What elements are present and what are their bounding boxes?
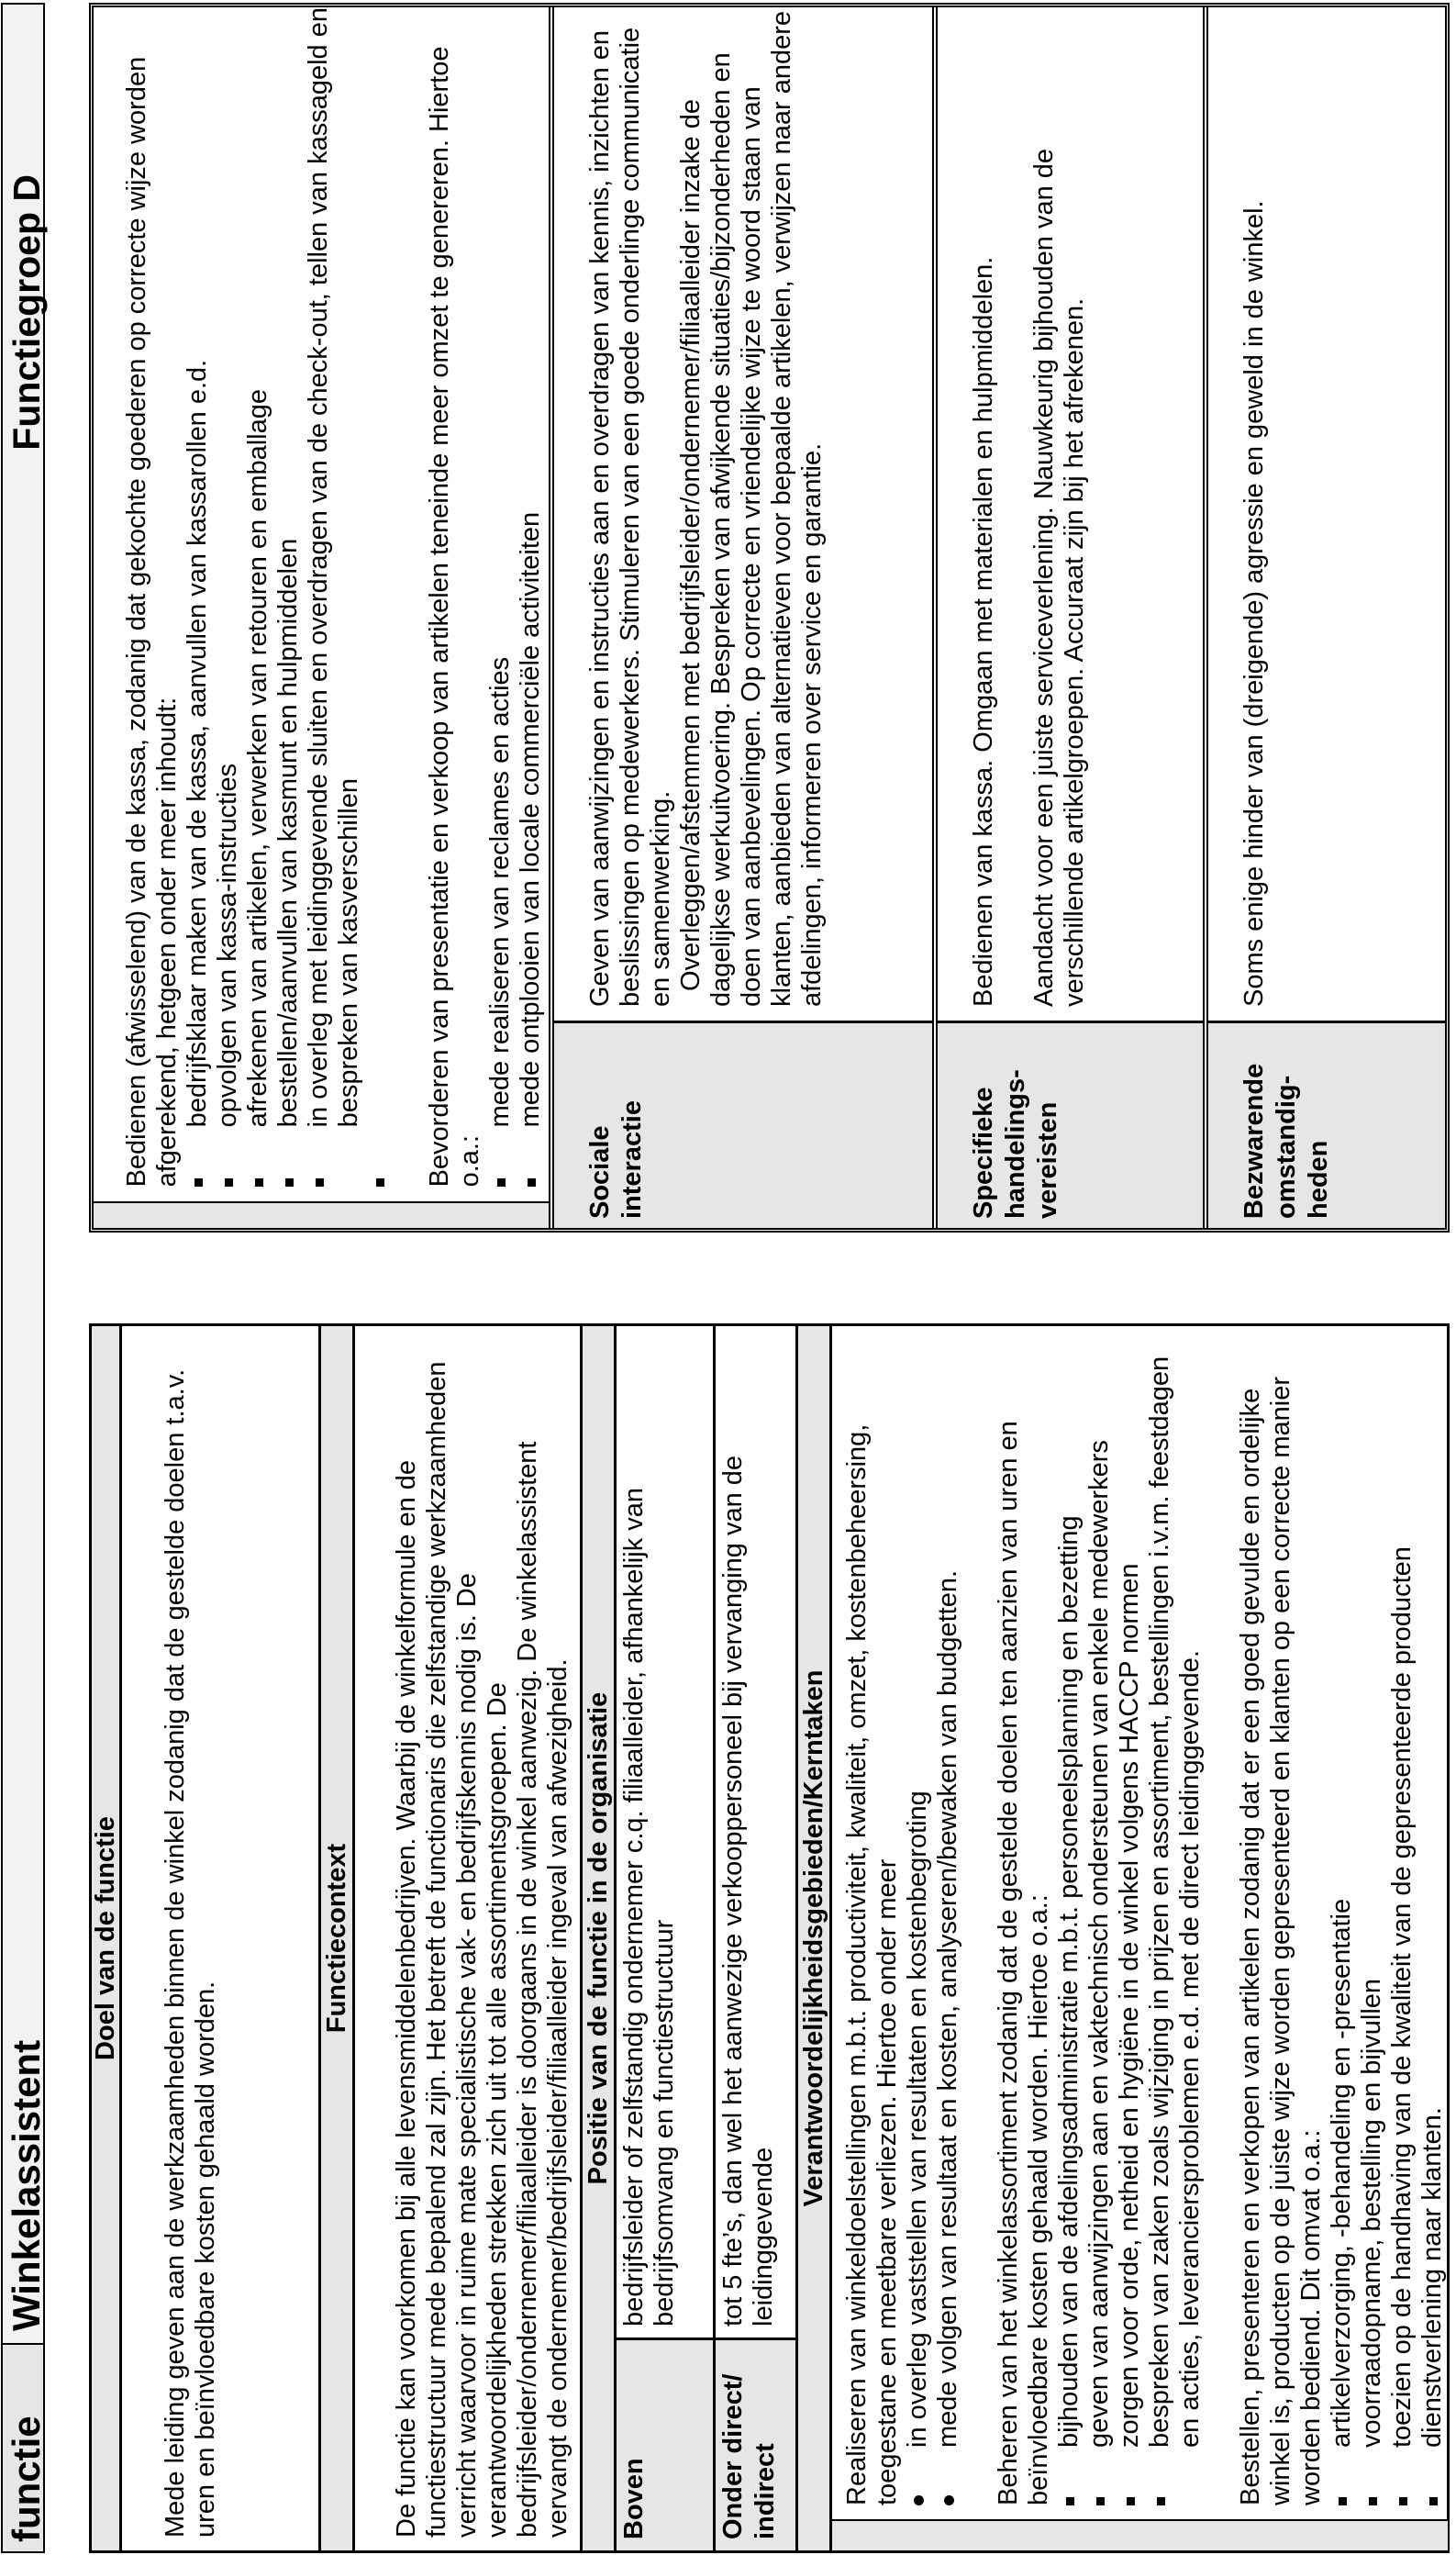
doel-text-line: Mede leiding geven aan de werkzaamheden binnen de winkel zodanig dat de gestelde doelen t.a.v. — [161, 1368, 190, 2538]
row-label-cell — [938, 1021, 1203, 1228]
row-text-line: Aandacht voor een juiste serviceverlening. Nauwkeurig bijhouden van de — [1029, 148, 1059, 1007]
bullet-item — [1357, 1326, 1387, 2505]
bullet-text: in overleg met leidinggevende sluiten en overdragen van de check-out, tellen van kassageld en — [304, 7, 333, 1128]
square-bullet-icon — [1066, 2497, 1074, 2505]
square-bullet-icon — [225, 1178, 233, 1187]
row-text-line: verschillende artikelgroepen. Accuraat zijn bij het afrekenen. — [1060, 297, 1089, 1007]
row-text-line: Geven van aanwijzingen en instructies aan en overdragen van kennis, inzichten en — [585, 29, 615, 1007]
bullet-text: bijhouden van de afdelingsadministratie m.b.t. personeelsplanning en bezetting — [1054, 1515, 1084, 2448]
square-bullet-icon — [1399, 2497, 1407, 2505]
kerntaak-intro-line: Bestellen, presenteren en verkopen van artikelen zodanig dat er een goed gevulde en ordelijke — [1236, 1388, 1265, 2505]
row-label-cell — [1208, 1021, 1445, 1228]
row-label: Sociale — [585, 1125, 615, 1219]
bullet-continuation: bespreken van kasverschillen — [334, 777, 363, 1128]
kerntaken-list — [832, 1326, 1448, 2519]
section-heading-doel — [92, 1326, 122, 2550]
row-sociale-interactie — [554, 7, 938, 1228]
context-text-line: vervangt de ondernemer/bedrijfsleider/filiaalleider ingeval van afwezigheid. — [543, 1658, 572, 2538]
positie-text-line: leidinggevende — [749, 2147, 778, 2326]
verantwoordelijkheden-content — [832, 1326, 1448, 2550]
positie-text-line: bedrijfsomvang en functiestructuur — [650, 1919, 679, 2326]
square-bullet-icon — [285, 1178, 294, 1187]
doel-text-line: uren en beïnvloedbare kosten gehaald worden. — [191, 1980, 220, 2538]
section-heading-text: Verantwoordelijkheidsgebieden/Kerntaken — [799, 1669, 828, 2207]
context-text-line: verricht waarvoor in ruime mate specialistische vak- en bedrijfskennis nodig is. De — [452, 1573, 482, 2538]
positie-row-onder — [716, 1326, 798, 2550]
bullet-item — [485, 7, 516, 1187]
blank-line — [999, 7, 1029, 1007]
bullet-item — [183, 7, 213, 1187]
bullet-text: toezien op de handhaving van de kwaliteit van de gepresenteerde producten — [1387, 1546, 1417, 2448]
kerntaak-intro-line: Bevorderen van presentatie en verkoop van artikelen teneinde meer omzet te genereren. Hiertoe — [425, 46, 454, 1188]
positie-value-cell — [716, 1326, 795, 2337]
bullet-text: opvolgen van kassa-instructies — [213, 763, 242, 1128]
bullet-continuation: en acties, leveranciersproblemen e.d. met de direct leidinggevende. — [1175, 1650, 1205, 2448]
bullet-item — [1417, 1326, 1448, 2505]
bullet-text: voorraadopname, bestelling en bijvullen — [1357, 1978, 1386, 2448]
gray-margin-column — [94, 1201, 549, 1228]
bullet-text: zorgen voor orde, netheid en hygiëne in de winkel volgens HACCP normen — [1115, 1563, 1144, 2448]
function-title-cell — [3, 5, 48, 2343]
row-content-cell — [554, 7, 932, 1021]
square-bullet-icon — [1157, 2497, 1165, 2505]
positie-label: Onder direct/ — [718, 2373, 748, 2539]
function-label-cell — [3, 2343, 48, 2551]
square-bullet-icon — [1369, 2497, 1377, 2505]
row-label: Specifieke — [969, 1087, 998, 1219]
row-text-line: Soms enige hinder van (dreigende) agressie en geweld in de winkel. — [1239, 200, 1269, 1007]
kerntaken-continuation-content — [94, 7, 549, 1201]
square-bullet-icon — [497, 1178, 506, 1187]
bullet-text: afrekenen van artikelen, verwerken van retouren en emballage — [243, 388, 272, 1128]
bullet-text: geven van aanwijzingen aan en vaktechnisch ondersteunen van enkele medewerkers — [1084, 1440, 1114, 2448]
row-text-line: afdelingen, informeren over service en garantie. — [797, 442, 827, 1007]
blank-line — [395, 7, 425, 1187]
function-group: Functiegroep D — [6, 174, 48, 451]
kerntaak-intro-line: Realiseren van winkeldoelstellingen m.b.t. productiviteit, kwaliteit, omzet, kostenbeheersing, — [842, 1423, 872, 2505]
right-table — [89, 3, 1450, 1233]
bullet-item — [1145, 1326, 1175, 2505]
context-text-line: bedrijfsleider/ondernemer/filiaalleider is doorgaans in de winkel aanwezig. De winkelassistent — [513, 1441, 542, 2538]
kerntaak-intro-line: toegestane en meetbare verliezen. Hiertoe onder meer — [872, 1858, 902, 2505]
bullet-item — [273, 7, 304, 1187]
square-bullet-icon — [316, 1178, 324, 1187]
kerntaak-intro-line: o.a.: — [455, 1134, 484, 1188]
bullet-item — [903, 1326, 933, 2505]
kerntaak-intro-line: Beheren van het winkelassortiment zodanig dat de gestelde doelen ten aanzien van uren en — [994, 1421, 1023, 2505]
row-label: vereisten — [1033, 1101, 1062, 1219]
row-specifieke-handelingsvereisten — [938, 7, 1208, 1228]
section-heading-text: Doel van de functie — [91, 1816, 120, 2060]
kerntaak-intro-line: afgerekend, hetgeen onder meer inhoudt: — [152, 697, 182, 1188]
row-text-line: beslissingen op medewerkers. Stimuleren van een goede onderlinge communicatie — [616, 27, 645, 1007]
positie-text-line: bedrijfsleider of zelfstandig ondernemer c.q. filiaalleider, afhankelijk van — [619, 1487, 649, 2326]
square-bullet-icon — [255, 1178, 263, 1187]
function-label: functie — [5, 2416, 48, 2542]
positie-label-cell — [716, 2337, 795, 2550]
row-content-cell — [1208, 7, 1445, 1021]
bullet-text: artikelverzorging, -behandeling en -presentatie — [1327, 1898, 1356, 2448]
function-title: Winkelassistent — [5, 2039, 48, 2331]
bullet-text: in overleg vaststellen van resultaten en kostenbegroting — [903, 1791, 932, 2448]
positie-row-boven — [617, 1326, 716, 2550]
bullet-text: mede volgen van resultaat en kosten, analyseren/bewaken van budgetten. — [933, 1569, 962, 2448]
row-label-cell — [554, 1021, 932, 1228]
bullet-item — [933, 1326, 963, 2505]
round-bullet-icon — [944, 2495, 954, 2505]
doel-content — [122, 1326, 321, 2550]
bullet-item — [1054, 1326, 1084, 2505]
bullet-text: mede realiseren van reclames en acties — [485, 656, 515, 1128]
bullet-item — [1115, 1326, 1145, 2505]
row-bezwarende-omstandigheden — [1208, 7, 1445, 1228]
positie-label: Boven — [619, 2458, 649, 2539]
blank-line — [1206, 1326, 1236, 2505]
bullet-item — [243, 7, 273, 1187]
row-text-line: Bedienen van kassa. Omgaan met materialen en hulpmiddelen. — [969, 256, 998, 1007]
kerntaak-intro-line: winkel is, producten op de juiste wijze worden gepresenteerd en klanten op een correcte manier — [1266, 1377, 1295, 2505]
section-heading-text: Positie van de functie in de organisatie — [584, 1691, 613, 2185]
row-text-line: dagelijkse werkuitvoering. Bespreken van afwijkende situaties/bijzonderheden en — [706, 52, 736, 1007]
square-bullet-icon — [1096, 2497, 1105, 2505]
positie-label-cell — [617, 2337, 713, 2550]
bullet-item — [1084, 1326, 1115, 2505]
row-label: interactie — [617, 1100, 647, 1219]
square-bullet-icon — [1429, 2497, 1438, 2505]
bullet-item — [213, 7, 243, 1187]
square-bullet-icon — [195, 1178, 203, 1187]
context-text-line: verantwoordelijkheden strekken zich uit tot alle assortimentsgroepen. De — [483, 1682, 512, 2538]
kerntaken-continuation-row — [94, 7, 554, 1228]
section-heading-functiecontext — [321, 1326, 355, 2550]
kerntaak-intro-line: beïnvloedbare kosten gehaald worden. Hiertoe o.a.: — [1024, 1894, 1053, 2505]
row-text-line: klanten, aanbieden van alternatieven voor bepaalde artikelen, verwijzen naar andere — [767, 10, 796, 1007]
section-heading-verantwoordelijkheden — [798, 1326, 832, 2550]
row-text-line: en samenwerking. — [646, 790, 675, 1007]
row-content-cell — [938, 7, 1203, 1021]
bullet-item — [1387, 1326, 1417, 2505]
blank-line — [963, 1326, 994, 2505]
positie-text-line: tot 5 fte’s, dan wel het aanwezige verkooppersoneel bij vervanging van de — [718, 1455, 748, 2326]
square-bullet-icon — [376, 1178, 384, 1187]
header-bar — [1, 3, 48, 2553]
bullet-text: dienstverlening naar klanten. — [1417, 2107, 1447, 2448]
positie-label: indirect — [750, 2443, 780, 2539]
row-label: omstandig- — [1272, 1075, 1301, 1219]
bullet-text: bestellen/aanvullen van kasmunt en hulpmiddelen — [273, 538, 303, 1128]
bullet-text: mede ontplooien van locale commerciële activiteiten — [516, 511, 545, 1128]
empty-bullet-item — [364, 7, 395, 1187]
left-table — [89, 1323, 1450, 2553]
section-heading-positie — [583, 1326, 617, 2550]
row-label: heden — [1304, 1140, 1333, 1219]
square-bullet-icon — [528, 1178, 536, 1187]
square-bullet-icon — [1127, 2497, 1135, 2505]
row-label: handelings- — [1001, 1069, 1030, 1219]
bullet-item — [1327, 1326, 1357, 2505]
bullet-text: bedrijfsklaar maken van de kassa, aanvullen van kassarollen e.d. — [183, 359, 212, 1128]
row-label: Bezwarende — [1239, 1063, 1269, 1219]
context-text-line: De functie kan voorkomen bij alle levensmiddelenbedrijven. Waarbij de winkelformule en de — [392, 1459, 421, 2538]
square-bullet-icon — [1339, 2497, 1347, 2505]
row-text-line: doen van aanbevelingen. Op correcte en vriendelijke wijze te woord staan van — [737, 86, 766, 1007]
bullet-text: bespreken van zaken zoals wijziging in prijzen en assortiment, bestellingen i.v.m. feestdagen — [1145, 1356, 1174, 2448]
positie-value-cell — [617, 1326, 713, 2337]
round-bullet-icon — [914, 2495, 924, 2505]
functiecontext-content — [355, 1326, 583, 2550]
section-heading-text: Functiecontext — [322, 1843, 351, 2034]
context-text-line: functiestructuur mede bepalend zal zijn. Het betreft de functionaris die zelfstandige werkzaamheden — [422, 1361, 451, 2538]
kerntaak-intro-line: worden bediend. Dit omvat o.a.: — [1296, 2129, 1326, 2505]
gray-margin-column — [832, 2519, 1448, 2550]
bullet-item — [516, 7, 546, 1187]
bullet-item — [304, 7, 334, 1187]
kerntaak-intro-line: Bedienen (afwisselend) van de kassa, zodanig dat gekochte goederen op correcte wijze worden — [122, 56, 151, 1188]
row-text-line: Overleggen/afstemmen met bedrijfsleider/ondernemer/filiaalleider inzake de — [676, 99, 706, 991]
